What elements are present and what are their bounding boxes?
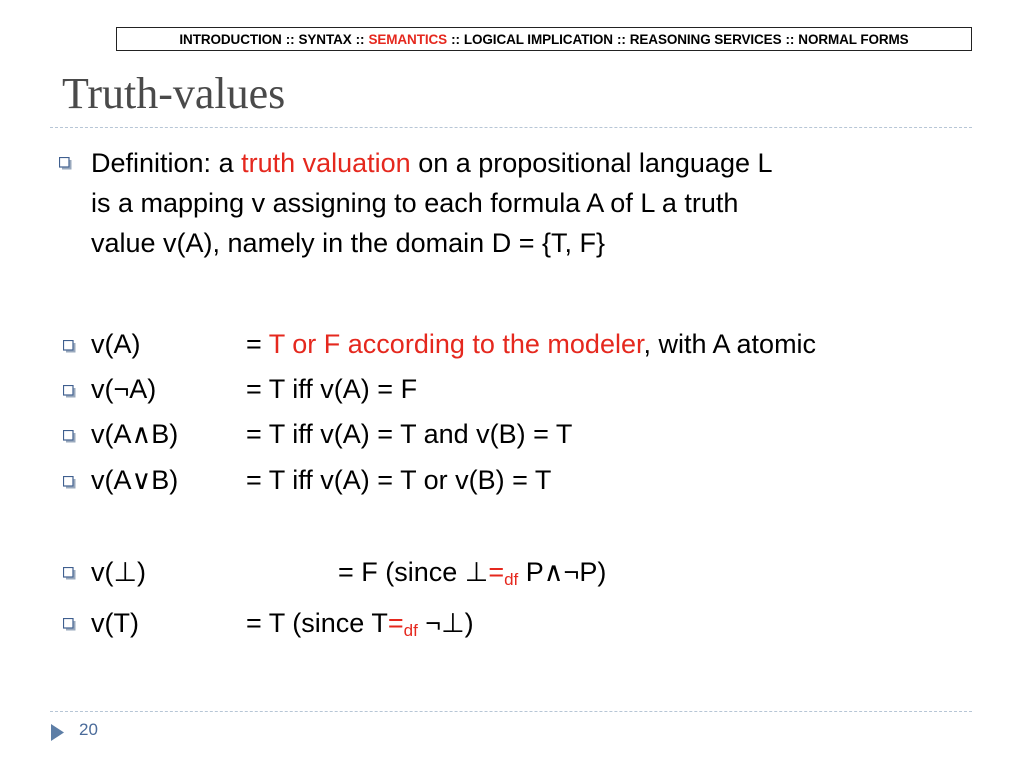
rule-rhs bbox=[246, 324, 816, 364]
checkbox-bullet-icon bbox=[63, 385, 76, 398]
bottom-rule-lhs: v(T) bbox=[91, 608, 139, 638]
definition-line-3: value v(A), namely in the domain D = {T, F} bbox=[91, 228, 605, 258]
nav-separator: :: bbox=[785, 31, 795, 47]
rule-highlight: T or F according to the modeler bbox=[268, 329, 644, 359]
rule-lhs: v(¬A) bbox=[91, 374, 157, 404]
nav-item-normal-forms[interactable]: NORMAL FORMS bbox=[798, 31, 909, 47]
checkbox-bullet-icon bbox=[63, 340, 76, 353]
rule-text: P∧¬P) bbox=[518, 557, 607, 587]
nav-separator: :: bbox=[451, 31, 460, 47]
nav-item-syntax[interactable]: SYNTAX bbox=[298, 31, 352, 47]
bottom-rule-lhs: v(⊥) bbox=[91, 557, 147, 587]
definition-line-1 bbox=[91, 143, 773, 183]
nav-item-introduction[interactable]: INTRODUCTION bbox=[179, 31, 282, 47]
checkbox-bullet-icon bbox=[59, 157, 72, 170]
triangle-right-icon bbox=[51, 724, 64, 746]
rule-lhs: v(A) bbox=[91, 329, 141, 359]
nav-item-reasoning-services[interactable]: REASONING SERVICES bbox=[629, 31, 782, 47]
checkbox-bullet-icon bbox=[63, 567, 76, 580]
defined-equals: = bbox=[488, 557, 505, 587]
bottom-rule-rhs bbox=[246, 603, 474, 651]
rule-text: ¬⊥) bbox=[417, 608, 474, 638]
nav-separator: :: bbox=[285, 31, 295, 47]
rule-lhs: v(A∧B) bbox=[91, 419, 179, 449]
definition-text: Definition: a bbox=[91, 148, 242, 178]
definition-text: on a propositional language L bbox=[410, 148, 773, 178]
nav-separator: :: bbox=[355, 31, 365, 47]
checkbox-bullet-icon bbox=[63, 618, 76, 631]
footer-divider bbox=[50, 711, 972, 712]
rule-rhs: = T iff v(A) = F bbox=[246, 374, 418, 404]
rule-lhs: v(A∨B) bbox=[91, 465, 179, 495]
definition-line-2: is a mapping v assigning to each formula A of L a truth bbox=[91, 188, 739, 218]
rule-text: , with A atomic bbox=[643, 329, 817, 359]
slide-title: Truth-values bbox=[62, 69, 286, 118]
rule-equals: = bbox=[246, 329, 269, 359]
definition-term: truth valuation bbox=[241, 148, 411, 178]
nav-item-semantics[interactable]: SEMANTICS bbox=[368, 31, 448, 47]
checkbox-bullet-icon bbox=[63, 430, 76, 443]
defined-equals: = bbox=[387, 608, 404, 638]
df-subscript: df bbox=[403, 621, 418, 640]
rule-text: = F (since ⊥ bbox=[338, 557, 489, 587]
page-number: 20 bbox=[79, 720, 98, 739]
df-subscript: df bbox=[504, 570, 519, 589]
title-divider bbox=[50, 127, 972, 128]
nav-separator: :: bbox=[616, 31, 626, 47]
section-nav bbox=[116, 27, 972, 51]
nav-item-logical-implication[interactable]: LOGICAL IMPLICATION bbox=[463, 31, 613, 47]
bottom-rule-rhs bbox=[338, 552, 606, 600]
checkbox-bullet-icon bbox=[63, 476, 76, 489]
rule-text: = T (since T bbox=[246, 608, 388, 638]
rule-rhs: = T iff v(A) = T or v(B) = T bbox=[246, 465, 552, 495]
rule-rhs: = T iff v(A) = T and v(B) = T bbox=[246, 419, 573, 449]
